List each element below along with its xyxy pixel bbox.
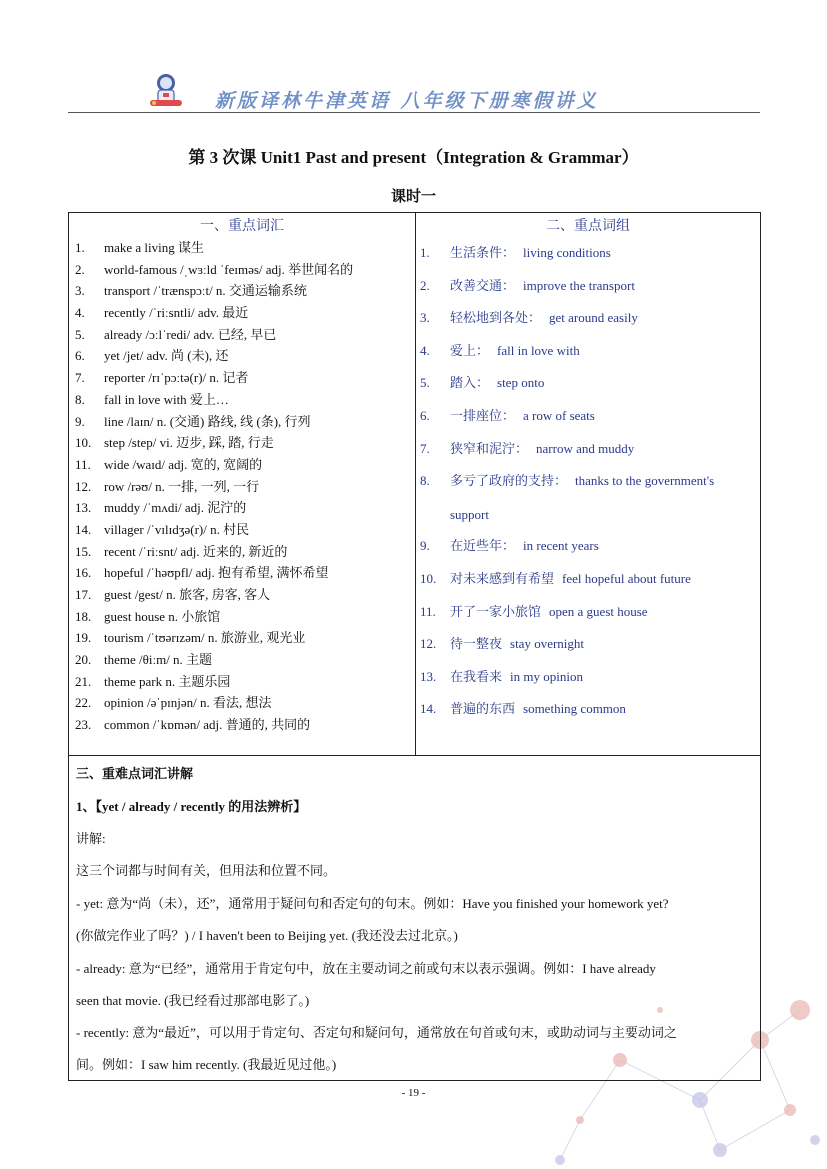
item-number: 9. <box>420 538 430 554</box>
lesson-title: 第 3 次课 Unit1 Past and present（Integration & Grammar） <box>188 148 639 167</box>
item-number: 7. <box>420 440 430 456</box>
vocabulary-text: step /step/ vi. 迈步, 踩, 踏, 行走 <box>104 435 274 451</box>
phrase-item <box>420 367 756 400</box>
phrase-english: a row of seats <box>523 407 595 423</box>
vocabulary-item <box>75 627 409 649</box>
phrase-chinese: 生活条件： <box>450 246 516 261</box>
vocabulary-text: make a living 谋生 <box>104 240 205 255</box>
vocabulary-text: yet /jet/ adv. 尚 (未), 还 <box>104 348 229 364</box>
explanation-line: 这三个词都与时间有关，但用法和位置不同。 <box>76 863 337 878</box>
vocabulary-item <box>75 714 409 736</box>
vocabulary-text: recently /ˈriːsntli/ adv. 最近 <box>104 305 249 321</box>
item-number: 8. <box>75 391 85 407</box>
vocabulary-text: theme park n. 主题乐园 <box>104 673 231 689</box>
astronaut-logo-icon <box>146 70 186 110</box>
phrase-chinese: 开了一家小旅馆 <box>450 604 542 620</box>
vocabulary-item <box>75 497 409 519</box>
phrase-chinese: 狭窄和泥泞： <box>450 441 529 457</box>
phrase-item <box>420 530 756 563</box>
vocabulary-item <box>75 345 409 367</box>
phrase-item <box>420 400 756 433</box>
phrase-item <box>420 693 756 726</box>
vocabulary-text: muddy /ˈmʌdi/ adj. 泥泞的 <box>104 500 247 516</box>
phrase-item <box>420 596 756 629</box>
phrases-heading: 二、重点词组 <box>546 218 630 234</box>
vocabulary-text: hopeful /ˈhəʊpfl/ adj. 抱有希望, 满怀希望 <box>104 565 329 581</box>
item-number: 18. <box>75 608 92 624</box>
phrase-english: stay overnight <box>510 636 585 652</box>
item-number: 23. <box>75 717 92 733</box>
item-number: 19. <box>75 630 92 646</box>
vocabulary-text: tourism /ˈtʊərɪzəm/ n. 旅游业, 观光业 <box>104 630 306 646</box>
vocabulary-table <box>68 212 761 756</box>
item-number: 1. <box>75 240 85 255</box>
vocabulary-text: opinion /əˈpɪnjən/ n. 看法, 想法 <box>104 695 272 711</box>
vocabulary-heading: 一、重点词汇 <box>200 218 284 234</box>
vocabulary-item <box>75 237 409 259</box>
vocabulary-text: guest /gest/ n. 旅客, 房客, 客人 <box>104 587 271 602</box>
phrase-item <box>420 628 756 661</box>
vocabulary-item <box>75 411 409 433</box>
explanation-heading: 三、重难点词汇讲解 <box>76 766 194 781</box>
item-number: 3. <box>420 310 430 326</box>
vocabulary-text: theme /θiːm/ n. 主题 <box>104 652 213 668</box>
item-number: 5. <box>420 375 430 391</box>
vocabulary-item <box>75 476 409 498</box>
phrase-item <box>420 237 756 270</box>
item-number: 11. <box>420 603 436 619</box>
phrase-item <box>420 302 756 335</box>
vocabulary-item <box>75 519 409 541</box>
vocabulary-item <box>75 324 409 346</box>
item-number: 13. <box>75 500 92 516</box>
vocabulary-text: common /ˈkɒmən/ adj. 普通的, 共同的 <box>104 717 311 733</box>
vocabulary-text: world-famous /ˌwɜːld ˈfeɪməs/ adj. 举世闻名的 <box>104 261 354 277</box>
item-number: 2. <box>75 261 85 277</box>
phrase-english: open a guest house <box>549 603 648 619</box>
phrase-item <box>420 270 756 303</box>
phrase-english: thanks to the government's <box>575 473 715 489</box>
phrase-english: get around easily <box>549 310 638 326</box>
phrase-item <box>420 661 756 694</box>
phrase-english: fall in love with <box>497 342 580 358</box>
phrase-chinese: 普遍的东西 <box>450 702 516 718</box>
phrase-english: in my opinion <box>510 668 583 684</box>
vocabulary-list <box>75 237 409 736</box>
vocabulary-text: already /ɔːlˈredi/ adv. 已经, 早已 <box>104 326 277 342</box>
vocabulary-item <box>75 692 409 714</box>
vocabulary-text: reporter /rɪˈpɔːtə(r)/ n. 记者 <box>104 370 249 386</box>
item-number: 22. <box>75 695 92 711</box>
item-number: 13. <box>420 668 437 684</box>
phrase-list <box>420 237 756 726</box>
phrase-english: feel hopeful about future <box>562 570 691 586</box>
vocabulary-item <box>75 671 409 693</box>
item-number: 8. <box>420 473 430 489</box>
vocabulary-item <box>75 584 409 606</box>
item-number: 15. <box>75 543 92 559</box>
explanation-section <box>68 754 761 1081</box>
item-number: 17. <box>75 587 92 602</box>
phrase-item <box>420 563 756 596</box>
item-number: 10. <box>420 570 437 586</box>
phrase-english: in recent years <box>523 538 599 554</box>
explanation-line: - already: 意为“已经”，通常用于肯定句中，放在主要动词之前或句末以表示强调。例如：I have already <box>76 961 656 976</box>
lesson-subtitle: 课时一 <box>390 189 436 205</box>
item-number: 10. <box>75 435 92 451</box>
phrase-item <box>420 433 756 466</box>
page-number: - 19 - <box>401 1087 426 1099</box>
item-number: 6. <box>75 348 85 364</box>
phrase-english: something common <box>523 701 626 717</box>
item-number: 9. <box>75 413 85 429</box>
header-title: 新版译林牛津英语 八年级下册寒假讲义 <box>215 90 599 112</box>
phrase-chinese: 多亏了政府的支持： <box>450 474 568 490</box>
item-number: 20. <box>75 652 92 668</box>
vocabulary-text: recent /ˈriːsnt/ adj. 近来的, 新近的 <box>104 543 288 559</box>
vocabulary-item <box>75 562 409 584</box>
phrase-chinese: 在我看来 <box>450 669 503 685</box>
vocabulary-item <box>75 367 409 389</box>
phrase-english: living conditions <box>523 245 611 260</box>
item-number: 14. <box>75 521 92 537</box>
vocabulary-text: fall in love with 爱上… <box>104 391 229 407</box>
explanation-line: (你做完作业了吗？) / I haven't been to Beijing yet. (我还没去过北京。) <box>76 928 458 943</box>
explanation-lead: 讲解: <box>76 831 106 846</box>
item-number: 4. <box>420 342 430 358</box>
phrase-chinese: 在近些年： <box>450 539 516 555</box>
phrase-english: step onto <box>497 375 545 391</box>
item-number: 4. <box>75 305 85 321</box>
vocabulary-text: transport /ˈtrænspɔːt/ n. 交通运输系统 <box>104 283 307 299</box>
vocabulary-item <box>75 432 409 454</box>
vocabulary-item <box>75 389 409 411</box>
item-number: 6. <box>420 407 430 423</box>
explanation-line: - recently: 意为“最近”，可以用于肯定句、否定句和疑问句，通常放在句首或句末，或助动词与主要动词之 <box>76 1025 677 1040</box>
item-number: 21. <box>75 673 92 689</box>
vocabulary-item <box>75 541 409 563</box>
page-header <box>68 66 760 114</box>
phrase-chinese: 改善交通： <box>450 278 516 294</box>
phrase-chinese: 轻松地到各处： <box>450 311 542 327</box>
item-number: 12. <box>75 478 92 494</box>
item-number: 1. <box>420 245 430 260</box>
item-number: 7. <box>75 370 85 386</box>
phrase-english: improve the transport <box>523 277 635 293</box>
item-number: 5. <box>75 326 85 342</box>
vocabulary-item <box>75 280 409 302</box>
phrase-chinese: 对未来感到有希望 <box>450 571 555 587</box>
vocabulary-text: villager /ˈvɪlɪdʒə(r)/ n. 村民 <box>104 521 250 537</box>
header-rule <box>68 112 760 113</box>
phrase-item <box>420 335 756 368</box>
item-number: 16. <box>75 565 92 581</box>
vocabulary-text: row /rəʊ/ n. 一排, 一列, 一行 <box>104 478 260 494</box>
phrase-english-continued: support <box>450 506 489 522</box>
item-number: 2. <box>420 277 430 293</box>
phrase-chinese: 待一整夜 <box>450 637 503 653</box>
vocabulary-item <box>75 649 409 671</box>
vocabulary-text: wide /waɪd/ adj. 宽的, 宽阔的 <box>104 456 263 472</box>
column-divider <box>415 213 416 755</box>
vocabulary-item <box>75 259 409 281</box>
explanation-line: 间。例如：I saw him recently. (我最近见过他。) <box>76 1057 337 1072</box>
item-number: 11. <box>75 456 91 472</box>
item-number: 3. <box>75 283 85 299</box>
phrase-chinese: 踏入： <box>450 376 490 392</box>
item-number: 14. <box>420 701 437 717</box>
explanation-line: - yet: 意为“尚（未），还”，通常用于疑问句和否定句的句末。例如：Have you finished your homework yet? <box>76 896 669 911</box>
point-title: 1、【yet / already / recently 的用法辨析】 <box>76 799 307 814</box>
vocabulary-item <box>75 606 409 628</box>
phrase-english: narrow and muddy <box>536 440 635 456</box>
vocabulary-text: guest house n. 小旅馆 <box>104 608 221 624</box>
vocabulary-item <box>75 454 409 476</box>
vocabulary-text: line /laɪn/ n. (交通) 路线, 线 (条), 行列 <box>104 413 311 429</box>
phrase-chinese: 爱上： <box>450 343 490 359</box>
phrase-item <box>420 465 756 530</box>
vocabulary-item <box>75 302 409 324</box>
explanation-line: seen that movie. (我已经看过那部电影了。) <box>76 993 310 1008</box>
phrase-chinese: 一排座位： <box>450 408 516 424</box>
item-number: 12. <box>420 636 437 652</box>
